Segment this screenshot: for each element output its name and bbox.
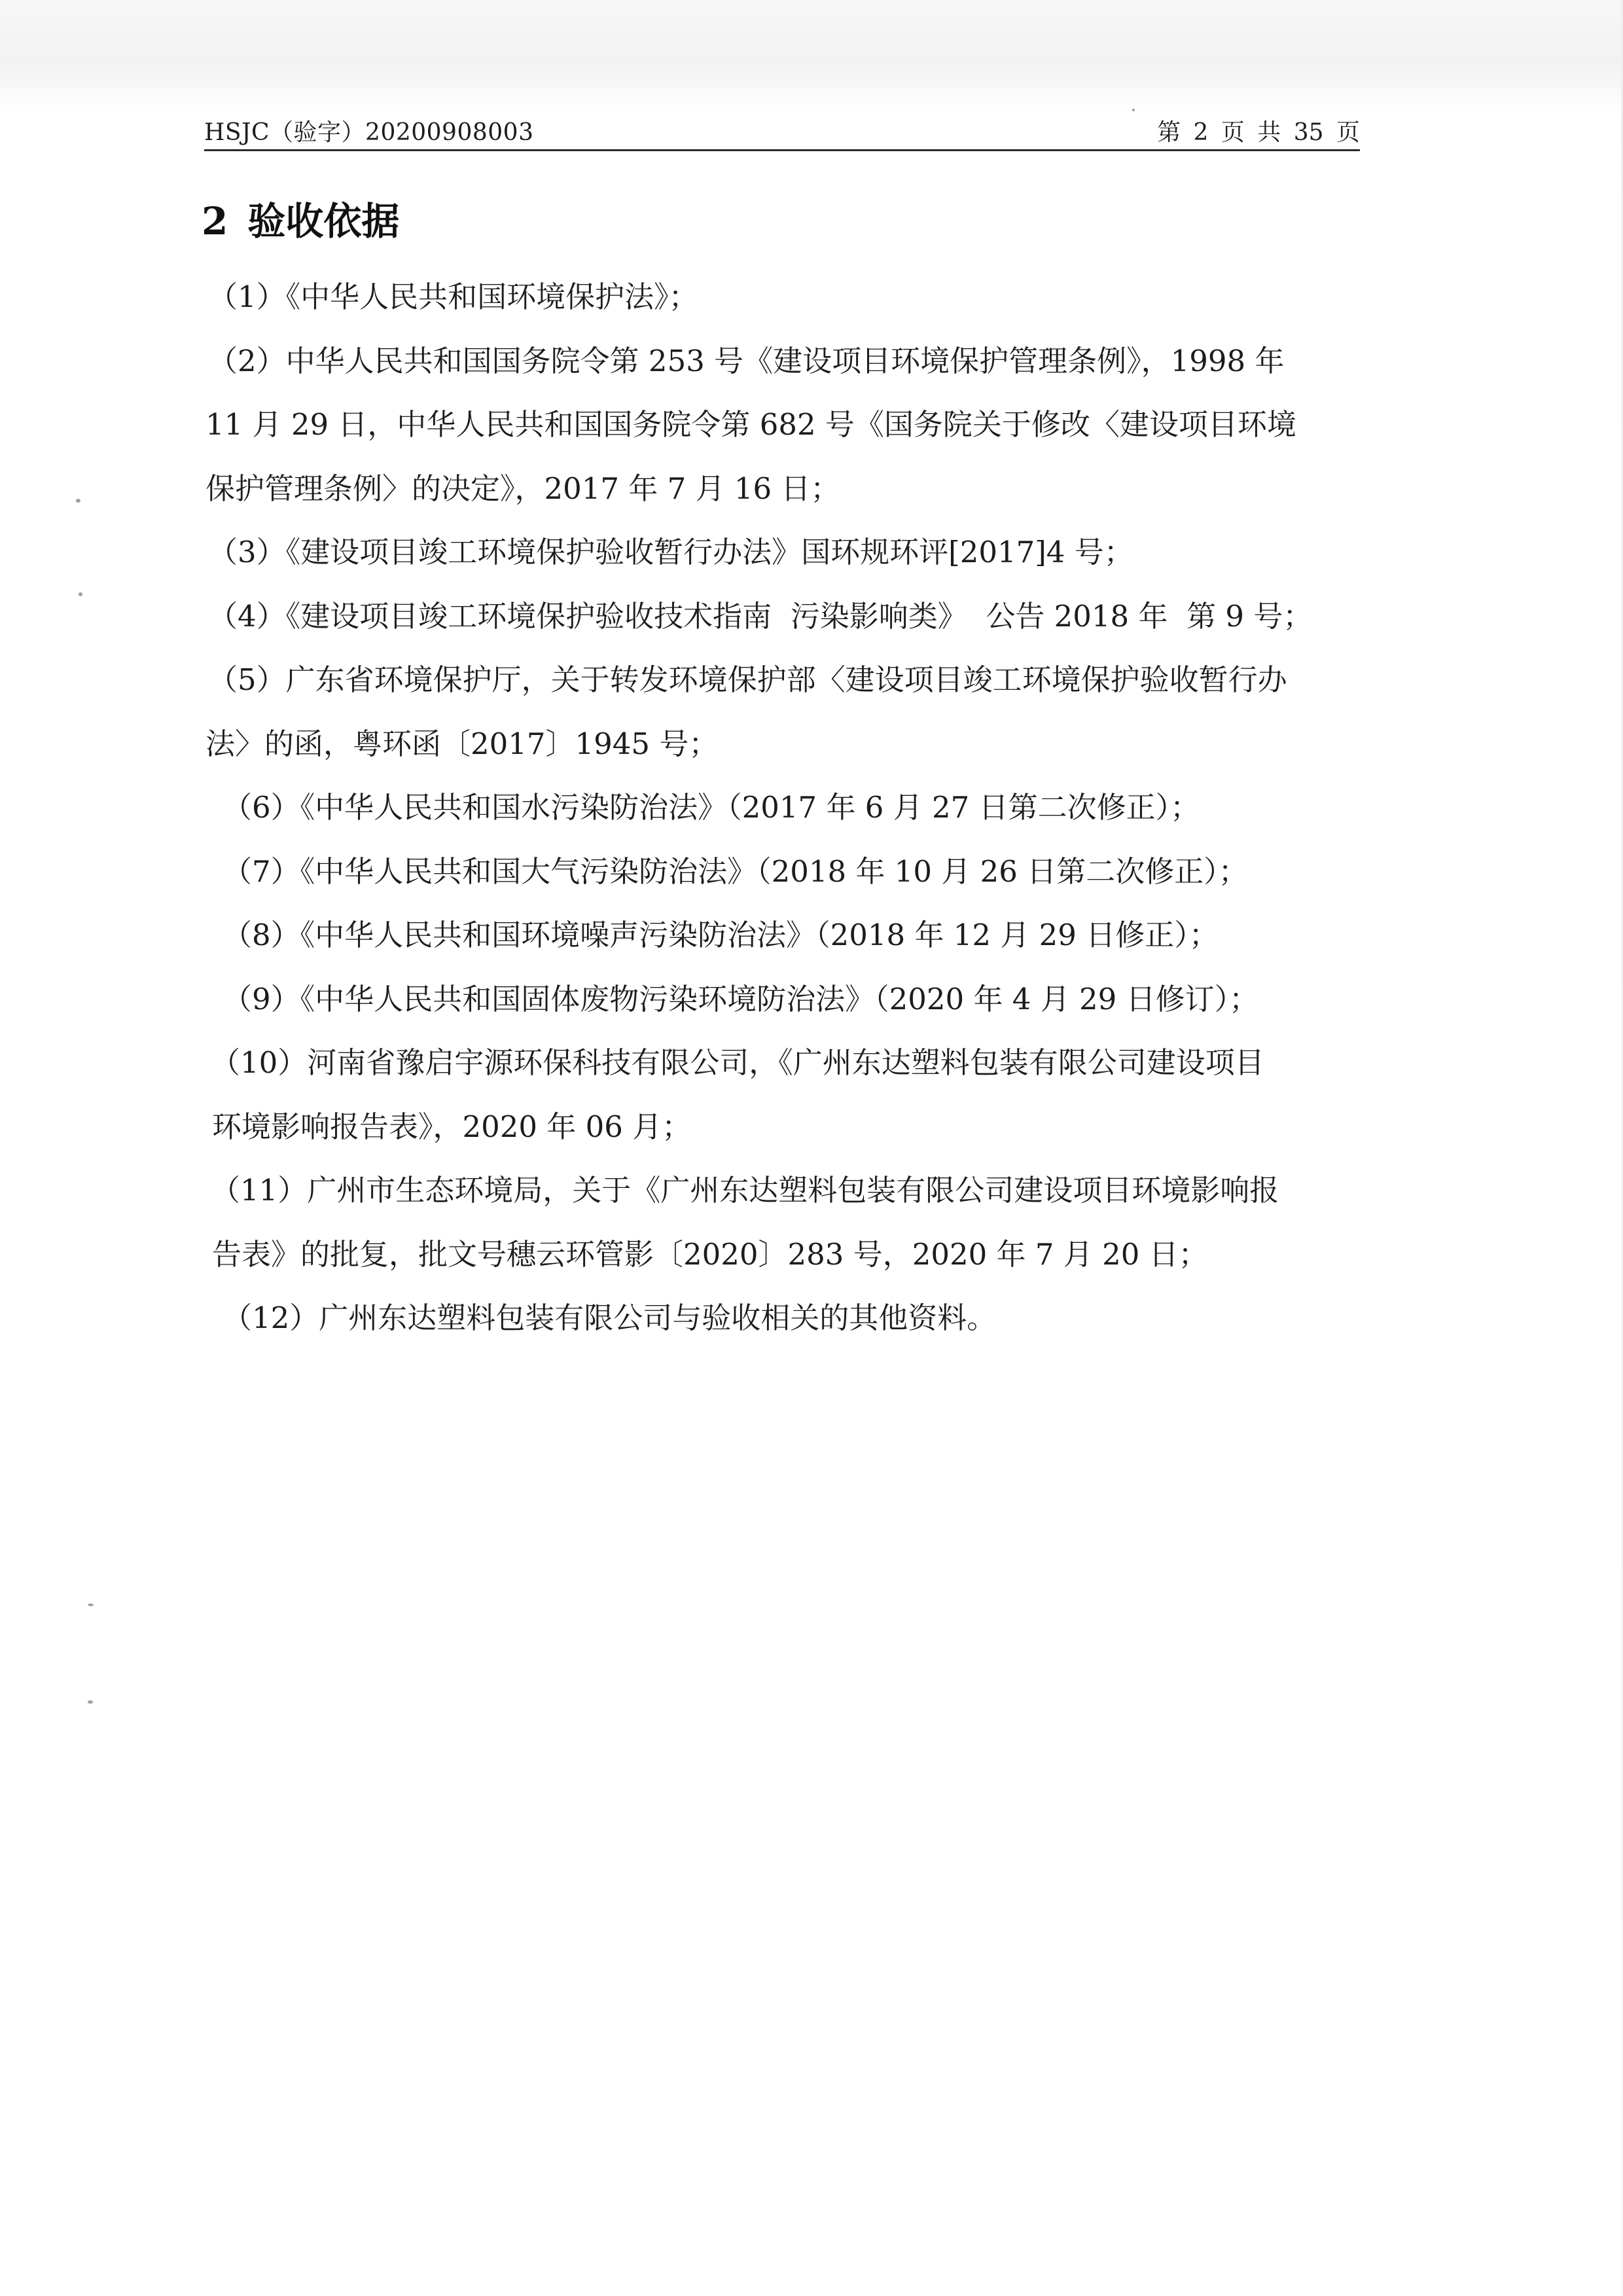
list-item-line: （9）《中华人民共和国固体废物污染环境防治法》（2020 年 4 月 29 日修订）； (223, 981, 1259, 1016)
list-item-6 (208, 776, 1386, 840)
list-item-line: （1）《中华人民共和国环境保护法》； (208, 279, 698, 314)
scan-speck (88, 1604, 94, 1606)
list-item-3 (208, 520, 1386, 584)
list-item-line: （12）广州东达塑料包装有限公司与验收相关的其他资料。 (223, 1300, 997, 1335)
list-item-12 (208, 1286, 1386, 1350)
list-item-line: （3）《建设项目竣工环境保护验收暂行办法》国环规环评[2017]4 号； (208, 535, 1133, 569)
section-number: 2 (202, 199, 228, 243)
list-item-line: （11）广州市生态环境局，关于《广州东达塑料包装有限公司建设项目环境影响报 (211, 1173, 1279, 1208)
list-item-1 (208, 265, 1386, 329)
page-indicator: 第 2 页 共 35 页 (1157, 119, 1360, 146)
scan-speck (88, 1700, 93, 1704)
list-item-line: （2）中华人民共和国国务院令第 253 号《建设项目环境保护管理条例》，1998 年 (208, 343, 1285, 378)
scan-speck (1132, 109, 1135, 111)
list-item-10 (208, 1031, 1386, 1158)
list-item-9 (208, 967, 1386, 1031)
list-item-11 (208, 1158, 1386, 1286)
list-item-line: （5）广东省环境保护厅，关于转发环境保护部〈建设项目竣工环境保护验收暂行办 (208, 662, 1287, 697)
basis-list (205, 265, 1386, 1350)
scan-speck (79, 592, 82, 596)
page-header (204, 117, 1360, 151)
scan-top-shade (0, 0, 1623, 115)
list-item-2 (205, 329, 1386, 521)
list-item-8 (208, 903, 1386, 967)
list-item-line: 告表》的批复，批文号穗云环管影〔2020〕283 号，2020 年 7 月 20 日； (212, 1236, 1208, 1272)
list-item-line: （10）河南省豫启宇源环保科技有限公司，《广州东达塑料包装有限公司建设项目 (211, 1045, 1264, 1080)
document-number: HSJC（验字）20200908003 (204, 119, 534, 146)
list-item-line: 11 月 29 日，中华人民共和国国务院令第 682 号《国务院关于修改〈建设项目环境 (205, 407, 1296, 442)
list-item-line: 环境影响报告表》，2020 年 06 月； (212, 1109, 692, 1144)
scan-speck (76, 499, 80, 503)
list-item-line: （4）《建设项目竣工环境保护验收技术指南 污染影响类》 公告 2018 年 第 9 号； (208, 598, 1313, 634)
list-item-4 (208, 584, 1386, 649)
list-item-line: （7）《中华人民共和国大气污染防治法》（2018 年 10 月 26 日第二次修正）； (223, 853, 1248, 889)
list-item-line: 保护管理条例〉的决定》，2017 年 7 月 16 日； (205, 471, 840, 506)
list-item-7 (208, 840, 1386, 904)
section-title: 验收依据 (247, 199, 400, 243)
list-item-line: 法〉的函，粤环函〔2017〕1945 号； (205, 726, 719, 761)
section-heading (202, 195, 399, 247)
list-item-line: （6）《中华人民共和国水污染防治法》（2017 年 6 月 27 日第二次修正）； (223, 790, 1200, 825)
list-item-line: （8）《中华人民共和国环境噪声污染防治法》（2018 年 12 月 29 日修正）； (223, 918, 1219, 952)
list-item-5 (205, 648, 1386, 776)
